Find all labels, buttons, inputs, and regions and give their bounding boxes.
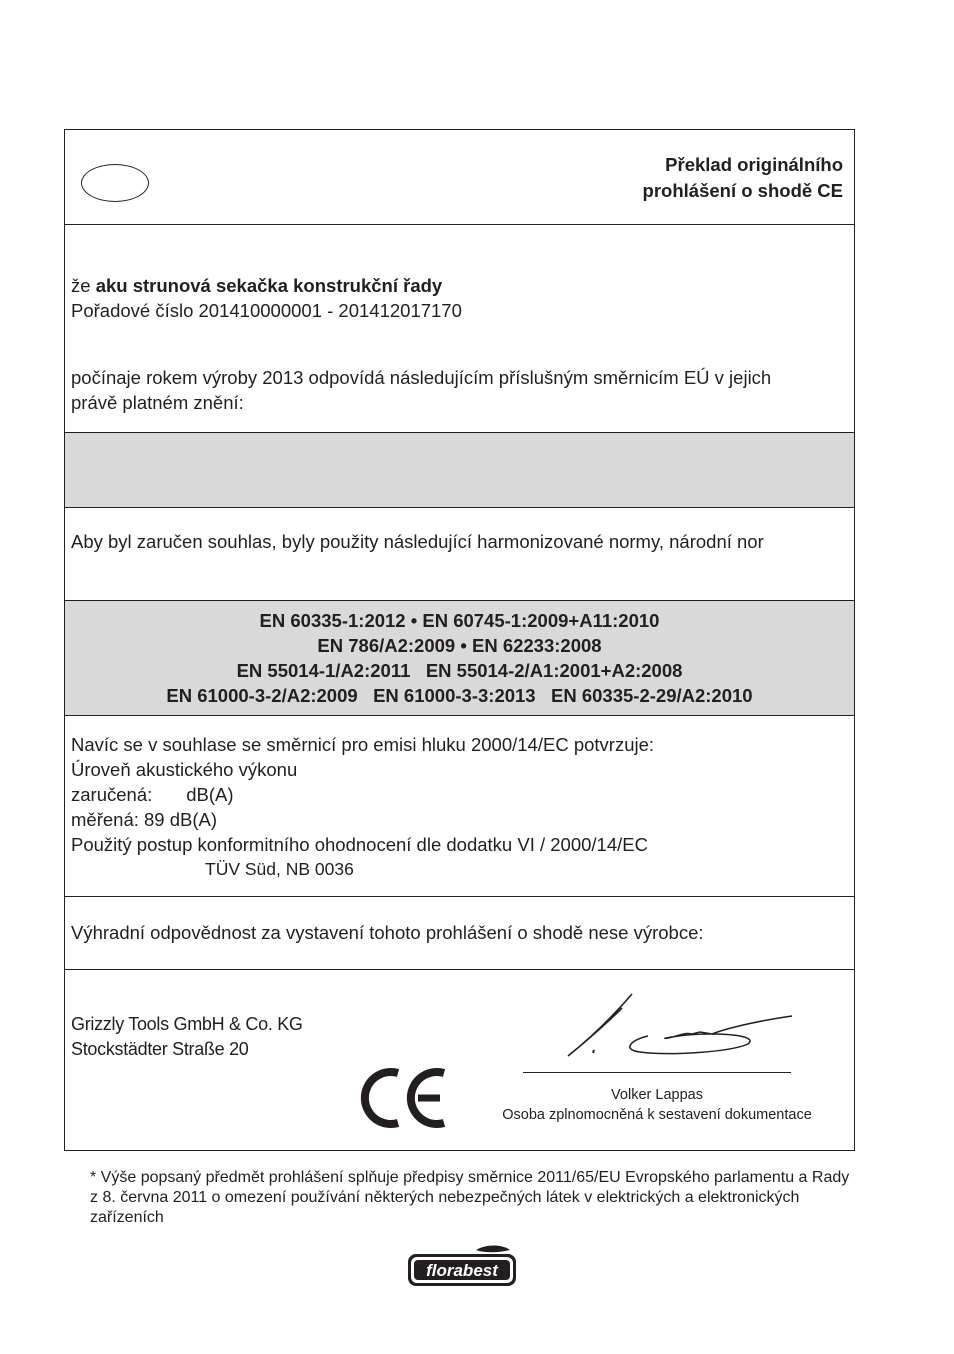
signatory-name: Volker Lappas — [611, 1087, 703, 1103]
svg-text:florabest: florabest — [426, 1261, 498, 1280]
directives-line-1: počínaje rokem výroby 2013 odpovídá následujícím příslušným směrnicím EÚ v jejich — [71, 367, 772, 388]
noise-section — [65, 715, 854, 896]
manufacturer-street: Stockstädter Straße 20 — [71, 1039, 249, 1059]
page-title: Překlad originálního prohlášení o shodě CE — [642, 154, 843, 201]
product-line: že aku strunová sekačka konstrukční řady — [71, 275, 443, 296]
noise-intro: Navíc se v souhlase se směrnicí pro emisi hluku 2000/14/EC potvrzuje: — [71, 734, 655, 755]
responsibility-text: Výhradní odpovědnost za vystavení tohoto prohlášení o shodě nese výrobce: — [71, 922, 704, 943]
signature-line — [523, 1072, 791, 1073]
country-code-oval — [81, 164, 149, 202]
norms-intro-section — [65, 507, 854, 600]
norms-section — [65, 600, 854, 715]
norms-intro: Aby byl zaručen souhlas, byly použity následující harmonizované normy, národní nor — [71, 531, 764, 552]
ce-mark-icon — [360, 1063, 450, 1133]
guaranteed-level: zaručená: dB(A) — [71, 784, 234, 805]
product-name: aku strunová sekačka konstrukční řady — [95, 275, 443, 296]
declaration-frame — [64, 129, 855, 1151]
norm-line: EN 61000-3-2/A2:2009 EN 61000-3-3:2013 EN 60335-2-29/A2:2010 — [166, 685, 753, 706]
sound-power-level: Úroveň akustického výkonu — [71, 759, 298, 780]
florabest-logo — [406, 1244, 518, 1288]
measured-level: měřená: 89 dB(A) — [71, 809, 218, 830]
norm-line: EN 55014-1/A2:2011 EN 55014-2/A1:2001+A2:2008 — [236, 660, 683, 681]
serial-number: Pořadové číslo 201410000001 - 201412017170 — [71, 300, 462, 321]
responsibility-section — [65, 896, 854, 969]
directives-band — [65, 432, 854, 507]
norm-line: EN 786/A2:2009 • EN 62233:2008 — [317, 635, 602, 656]
header-section — [65, 130, 854, 224]
product-section — [65, 224, 854, 432]
manufacturer-section — [65, 969, 854, 1152]
manufacturer-name: Grizzly Tools GmbH & Co. KG — [71, 1014, 303, 1034]
notified-body: TÜV Süd, NB 0036 — [205, 859, 354, 879]
footnote: * Výše popsaný předmět prohlášení splňuje předpisy směrnice 2011/65/EU Evropského parlamentu a Rady z 8. června 2011 o omezení používání některých nebezpečných látek v elektrických a elektronických zařízeních — [90, 1169, 850, 1226]
signature-icon — [560, 990, 795, 1070]
norm-line: EN 60335-1:2012 • EN 60745-1:2009+A11:2010 — [259, 610, 660, 631]
norms-list — [65, 608, 854, 708]
directives-line-2: právě platném znění: — [71, 392, 244, 413]
signatory-role: Osoba zplnomocněná k sestavení dokumentace — [502, 1107, 812, 1123]
assessment-procedure: Použitý postup konformitního ohodnocení dle dodatku VI / 2000/14/EC — [71, 834, 648, 855]
